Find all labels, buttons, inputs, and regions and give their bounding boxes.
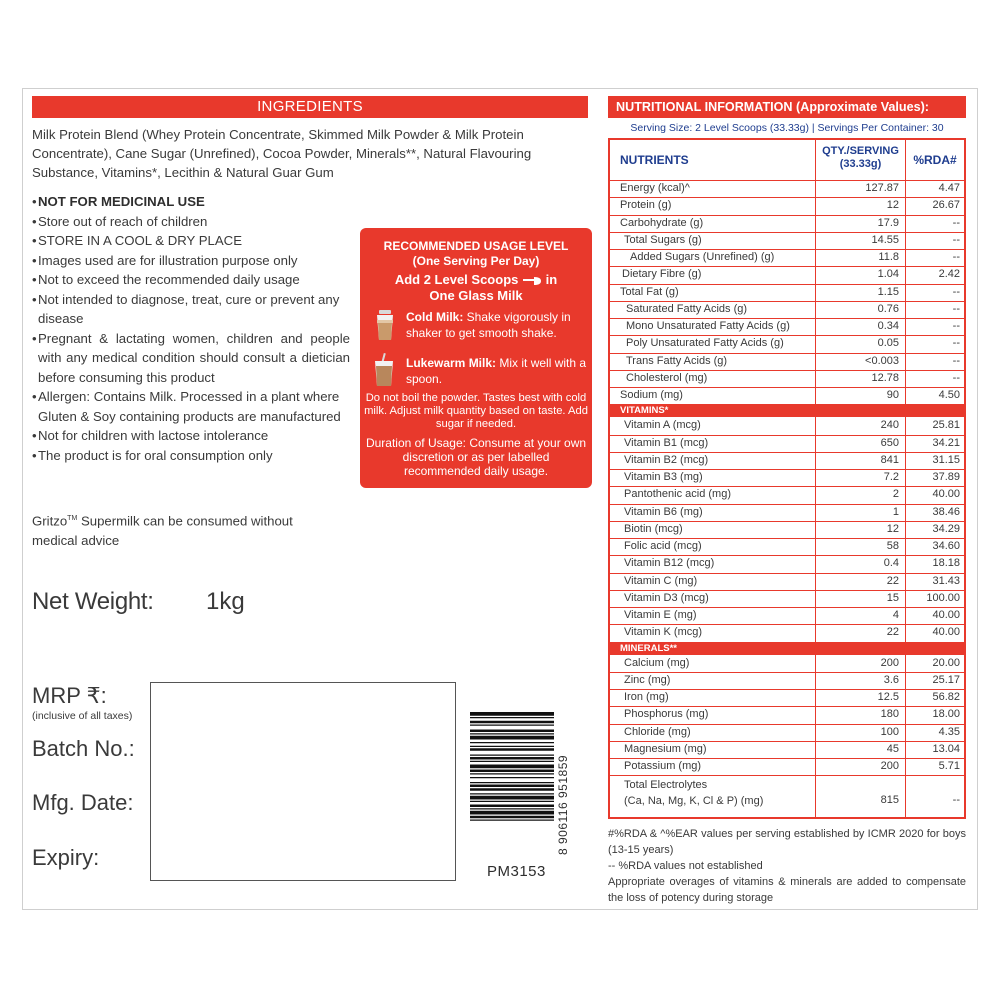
- nutrient-rda: 56.82: [932, 691, 960, 703]
- barcode-bar: [470, 793, 554, 794]
- nutrient-rda: --: [952, 233, 960, 246]
- nutrient-name: Poly Unsaturated Fatty Acids (g): [626, 337, 784, 350]
- barcode-bar: [470, 808, 554, 809]
- nutrient-qty: 12.5: [877, 691, 899, 703]
- nutrient-name: Vitamin K (mcg): [624, 626, 703, 639]
- nutrient-qty: 14.55: [871, 233, 899, 246]
- nutrient-rda: 37.89: [932, 471, 960, 483]
- nutrient-qty: 22: [886, 626, 899, 639]
- nutrient-name: Trans Fatty Acids (g): [626, 354, 728, 367]
- note-item: • Pregnant & lactating women, children and people with any medical condition should consult a dietician before consuming this product: [32, 329, 350, 388]
- nutrient-name: Vitamin E (mg): [624, 609, 697, 621]
- nutrient-rda: 5.71: [938, 760, 960, 772]
- ingredients-line-3: Substance, Vitamins*, Lecithin & Natural Guar Gum: [32, 165, 334, 180]
- nutrient-name: Cholesterol (mg): [626, 371, 708, 384]
- barcode-bar: [470, 748, 554, 751]
- nutrient-row: [610, 335, 964, 352]
- nutrient-row: [610, 266, 964, 283]
- note-text: The product is for oral consumption only: [38, 447, 273, 463]
- nutrient-row: [610, 538, 964, 555]
- nutrient-rda: 34.60: [932, 540, 960, 552]
- nutrient-rda: 40.00: [932, 626, 960, 639]
- nutrient-rda: 2.42: [938, 268, 960, 281]
- nutrition-table: [608, 138, 966, 819]
- nutrient-rda: 38.46: [932, 505, 960, 518]
- barcode-bar: [470, 811, 554, 815]
- nutrient-qty: 17.9: [877, 216, 899, 229]
- pm-code: PM3153: [487, 863, 546, 880]
- note-text: Images used are for illustration purpose only: [38, 252, 298, 268]
- nutrient-qty: 0.34: [877, 320, 899, 332]
- note-item: • Allergen: Contains Milk. Processed in a plant where Gluten & Soy containing products are manufactured: [32, 387, 350, 426]
- nutrient-rda: --: [952, 337, 960, 350]
- nutrient-qty: 841: [880, 453, 899, 466]
- nutrient-row: [610, 435, 964, 452]
- nutrient-row: [610, 215, 964, 232]
- expiry-label: Expiry:: [32, 845, 100, 870]
- nutrient-rda: 25.17: [932, 673, 960, 686]
- nutrient-rda: 25.81: [932, 419, 960, 432]
- nutrient-name: Vitamin D3 (mcg): [624, 591, 709, 604]
- barcode-bar: [470, 717, 554, 718]
- nutrient-name: Total Electrolytes (Ca, Na, Mg, K, Cl & P) (mg): [624, 779, 764, 808]
- barcode-bar: [470, 782, 554, 783]
- nutrient-row: [610, 232, 964, 249]
- nutrient-rda: 26.67: [932, 199, 960, 212]
- ingredients-text: [32, 125, 588, 182]
- nutrient-qty: 3.6: [883, 673, 899, 686]
- nutrient-qty: 1.15: [877, 285, 899, 298]
- col-header-rda: %RDA#: [913, 153, 957, 167]
- nutrient-qty: 0.05: [877, 337, 899, 350]
- barcode-bar: [470, 801, 554, 802]
- nutrient-rda: 20.00: [932, 656, 960, 669]
- nutrient-name: Vitamin A (mcg): [624, 419, 701, 432]
- nutrient-row: [610, 758, 964, 775]
- nutrient-rda: --: [952, 216, 960, 229]
- nutrient-qty: 815: [880, 794, 899, 807]
- nutrient-name: Protein (g): [620, 199, 672, 212]
- nutrient-row: [610, 590, 964, 607]
- section-header: VITAMINS*: [610, 404, 964, 417]
- nutrient-row: [610, 180, 964, 197]
- nutrient-rda: --: [952, 285, 960, 298]
- barcode-bar: [470, 820, 554, 821]
- nutrient-rda: 34.29: [932, 522, 960, 535]
- ingredients-header: INGREDIENTS: [32, 96, 588, 118]
- note-item: • The product is for oral consumption only: [32, 446, 350, 466]
- nutrient-name: Dietary Fibre (g): [622, 268, 702, 281]
- nutrient-qty: 1.04: [877, 268, 899, 281]
- nutrient-rda: --: [952, 251, 960, 263]
- barcode: [470, 712, 554, 852]
- note-item: • Not intended to diagnose, treat, cure or prevent any disease: [32, 290, 350, 329]
- scoop-instruction-2: One Glass Milk: [429, 288, 523, 303]
- note-item: • Store out of reach of children: [32, 212, 350, 232]
- lukewarm-milk-instruction: Lukewarm Milk: Mix it well with a spoon.: [406, 356, 587, 386]
- nutrient-name: Phosphorus (mg): [624, 708, 709, 721]
- note-item: • NOT FOR MEDICINAL USE: [32, 192, 350, 212]
- note-text: Allergen: Contains Milk. Processed in a plant where Gluten & Soy containing products are manufactured: [38, 389, 341, 424]
- nutrient-rda: --: [952, 302, 960, 315]
- nutrient-name: Iron (mg): [624, 691, 669, 703]
- nutrient-row: [610, 624, 964, 641]
- nutrient-name: Zinc (mg): [624, 673, 671, 686]
- barcode-bar: [470, 733, 554, 734]
- nutrient-name: Total Sugars (g): [624, 233, 702, 246]
- barcode-bar: [470, 777, 554, 778]
- usage-notes-list: [32, 192, 350, 465]
- nutrient-rda: 40.00: [932, 488, 960, 501]
- nutrient-rda: 40.00: [932, 609, 960, 621]
- nutrient-row: [610, 486, 964, 503]
- nutrient-name: Vitamin B3 (mg): [624, 471, 703, 483]
- note-text: STORE IN A COOL & DRY PLACE: [38, 233, 242, 248]
- nutrient-name: Folic acid (mcg): [624, 540, 702, 552]
- scoop-icon: [522, 276, 542, 286]
- nutrient-row: [610, 672, 964, 689]
- net-weight-value: 1kg: [206, 588, 245, 615]
- nutrient-rda: 31.15: [932, 453, 960, 466]
- net-weight-label: Net Weight:: [32, 588, 154, 615]
- nutrient-name: Chloride (mg): [624, 725, 691, 738]
- nutrient-qty: <0.003: [865, 354, 899, 367]
- nutrient-qty: 22: [886, 574, 899, 587]
- nutrient-name: Energy (kcal)^: [620, 182, 690, 194]
- note-text: NOT FOR MEDICINAL USE: [38, 194, 205, 209]
- nutrient-rda: --: [952, 354, 960, 367]
- barcode-bar: [470, 773, 554, 774]
- nutrient-qty: 1: [892, 505, 899, 518]
- shaker-icon: [372, 309, 398, 341]
- nutrient-rda: 4.47: [938, 182, 960, 194]
- nutrient-rda: 34.21: [932, 436, 960, 449]
- nutrient-qty: 180: [880, 708, 899, 721]
- nutrient-rda: 18.00: [932, 708, 960, 721]
- nutrient-qty: 11.8: [878, 251, 899, 263]
- nutrition-header: NUTRITIONAL INFORMATION (Approximate Values):: [608, 96, 966, 118]
- scoop-instruction: Add 2 Level Scoops in: [394, 272, 558, 287]
- note-item: • Not to exceed the recommended daily usage: [32, 270, 350, 290]
- nutrient-name: Sodium (mg): [620, 389, 683, 401]
- barcode-bar: [470, 785, 554, 788]
- nutrient-rda: 13.04: [932, 742, 960, 755]
- note-text: Not to exceed the recommended daily usage: [38, 272, 300, 287]
- barcode-bar: [470, 805, 554, 808]
- footnote-rda: #%RDA & ^%EAR values per serving established by ICMR 2020 for boys (13-15 years): [608, 828, 966, 856]
- barcode-bar: [470, 757, 554, 760]
- nutrient-row: [610, 197, 964, 214]
- nutrient-name: Saturated Fatty Acids (g): [626, 302, 748, 315]
- supermilk-note: [32, 509, 332, 550]
- barcode-number: 8 906116 951859: [556, 754, 570, 855]
- footnote-overages: Appropriate overages of vitamins & minerals are added to compensate the loss of potency during storage: [608, 876, 966, 904]
- trademark-mark: TM: [67, 515, 78, 522]
- nutrient-qty: 45: [886, 742, 899, 755]
- nutrient-qty: 200: [880, 656, 899, 669]
- nutrient-qty: 58: [886, 540, 899, 552]
- supermilk-text: Supermilk can be consumed without medical advice: [32, 513, 293, 548]
- nutrient-row: [610, 724, 964, 741]
- section-header: MINERALS**: [610, 642, 964, 655]
- nutrient-row: [610, 555, 964, 572]
- nutrient-rda: --: [952, 794, 960, 807]
- nutrient-name: Vitamin B1 (mcg): [624, 436, 709, 449]
- nutrient-name: Carbohydrate (g): [620, 216, 704, 229]
- col-header-nutrients: NUTRIENTS: [620, 153, 689, 167]
- nutrient-row: [610, 318, 964, 335]
- duration-of-usage: Duration of Usage: Consume at your own discretion or as per labelled recommended daily usage.: [365, 436, 587, 478]
- nutrient-row: [610, 573, 964, 590]
- nutrient-name: Pantothenic acid (mg): [624, 488, 731, 501]
- nutrient-row: [610, 741, 964, 758]
- nutrient-row: [610, 607, 964, 624]
- nutrient-qty: 12: [886, 199, 899, 212]
- note-item: • Not for children with lactose intolerance: [32, 426, 350, 446]
- nutrient-name: Mono Unsaturated Fatty Acids (g): [626, 320, 790, 332]
- barcode-bar: [470, 725, 554, 726]
- barcode-bar: [470, 755, 554, 756]
- nutrient-qty: 7.2: [883, 471, 899, 483]
- note-item: • STORE IN A COOL & DRY PLACE: [32, 231, 350, 251]
- nutrient-row: [610, 655, 964, 672]
- usage-title: RECOMMENDED USAGE LEVEL: [383, 239, 569, 253]
- nutrient-row: [610, 706, 964, 723]
- mrp-subtext: (inclusive of all taxes): [32, 710, 133, 722]
- barcode-bar: [470, 796, 554, 800]
- nutrient-row: [610, 521, 964, 538]
- nutrient-qty: 0.4: [883, 557, 899, 570]
- barcode-bar: [470, 761, 554, 762]
- nutrient-name: Biotin (mcg): [624, 522, 683, 535]
- no-boil-note: Do not boil the powder. Tastes best with cold milk. Adjust milk quantity based on taste. Add sugar if needed.: [364, 392, 588, 430]
- barcode-bar: [470, 730, 554, 733]
- nutrient-qty: 127.87: [865, 182, 899, 194]
- nutrient-qty: 12.78: [871, 371, 899, 384]
- nutrient-row: [610, 504, 964, 521]
- nutrient-rda: 100.00: [926, 591, 960, 604]
- note-item: • Images used are for illustration purpose only: [32, 251, 350, 271]
- glass-icon: [372, 353, 396, 387]
- nutrient-name: Total Fat (g): [620, 285, 679, 298]
- nutrient-qty: 200: [880, 760, 899, 772]
- nutrient-row: [610, 284, 964, 301]
- nutrient-qty: 4: [892, 609, 899, 621]
- ingredients-line-1: Milk Protein Blend (Whey Protein Concentrate, Skimmed Milk Powder & Milk Protein: [32, 127, 524, 142]
- nutrient-qty: 2: [892, 488, 899, 501]
- nutrient-rda: --: [952, 320, 960, 332]
- nutrient-qty: 650: [880, 436, 899, 449]
- barcode-bar: [470, 788, 554, 791]
- mfg-date-label: Mfg. Date:: [32, 790, 134, 815]
- nutrient-name: Potassium (mg): [624, 760, 702, 772]
- footnote-not-established: -- %RDA values not established: [608, 860, 763, 872]
- note-text: Pregnant & lactating women, children and people with any medical condition should consult a dietician before consuming this product: [38, 330, 350, 385]
- nutrient-row: [610, 452, 964, 469]
- barcode-bar: [470, 765, 554, 769]
- recommended-usage-box: [360, 228, 592, 488]
- nutrient-row: [610, 249, 964, 266]
- serving-info: Serving Size: 2 Level Scoops (33.33g) | Servings Per Container: 30: [630, 122, 944, 134]
- note-text: Store out of reach of children: [38, 213, 208, 229]
- nutrient-name: Magnesium (mg): [624, 742, 707, 755]
- nutrient-row: [610, 469, 964, 486]
- nutrient-qty: 12: [886, 522, 899, 535]
- cold-milk-instruction: Cold Milk: Shake vigorously in shaker to get smooth shake.: [406, 310, 571, 340]
- ingredients-line-2: Concentrate), Cane Sugar (Unrefined), Cocoa Powder, Minerals**, Natural Flavouring: [32, 146, 532, 161]
- barcode-bar: [470, 816, 554, 819]
- note-text: Not intended to diagnose, treat, cure or prevent any disease: [38, 291, 340, 326]
- nutrient-row: [610, 417, 964, 434]
- nutrient-row: [610, 775, 964, 809]
- usage-subtitle: (One Serving Per Day): [412, 254, 540, 268]
- note-text: Not for children with lactose intolerance: [38, 428, 269, 443]
- nutrient-row: [610, 387, 964, 404]
- nutrient-rda: 4.50: [938, 389, 960, 401]
- nutrient-row: [610, 301, 964, 318]
- nutrient-qty: 90: [886, 389, 899, 401]
- barcode-bar: [470, 746, 554, 747]
- nutrient-qty: 100: [880, 725, 899, 738]
- nutrient-row: [610, 689, 964, 706]
- batch-label: Batch No.:: [32, 736, 135, 761]
- nutrient-rda: --: [952, 371, 960, 384]
- nutrient-name: Vitamin B2 (mcg): [624, 453, 709, 466]
- col-header-qty: QTY./SERVING (33.33g): [822, 145, 899, 170]
- nutrient-rda: 4.35: [938, 725, 960, 738]
- nutrient-name: Vitamin B6 (mg): [624, 505, 703, 518]
- nutrition-footnotes: [608, 826, 966, 906]
- nutrient-rda: 31.43: [932, 574, 960, 587]
- barcode-bar: [470, 712, 554, 716]
- nutrient-name: Calcium (mg): [624, 656, 690, 669]
- nutrient-qty: 0.76: [877, 302, 899, 315]
- barcode-bar: [470, 742, 554, 743]
- nutrient-rda: 18.18: [932, 557, 960, 570]
- mrp-label: MRP ₹:: [32, 683, 107, 708]
- barcode-bar: [470, 721, 554, 724]
- nutrient-name: Vitamin C (mg): [624, 574, 698, 587]
- brand-name: Gritzo: [32, 513, 68, 529]
- nutrient-name: Vitamin B12 (mcg): [624, 557, 715, 570]
- print-info-box: [150, 682, 456, 881]
- nutrient-qty: 15: [886, 591, 899, 604]
- barcode-bar: [470, 736, 554, 740]
- nutrient-qty: 240: [880, 419, 899, 432]
- barcode-bar: [470, 770, 554, 773]
- nutrient-row: [610, 370, 964, 387]
- nutrient-row: [610, 353, 964, 370]
- nutrient-name: Added Sugars (Unrefined) (g): [630, 251, 775, 263]
